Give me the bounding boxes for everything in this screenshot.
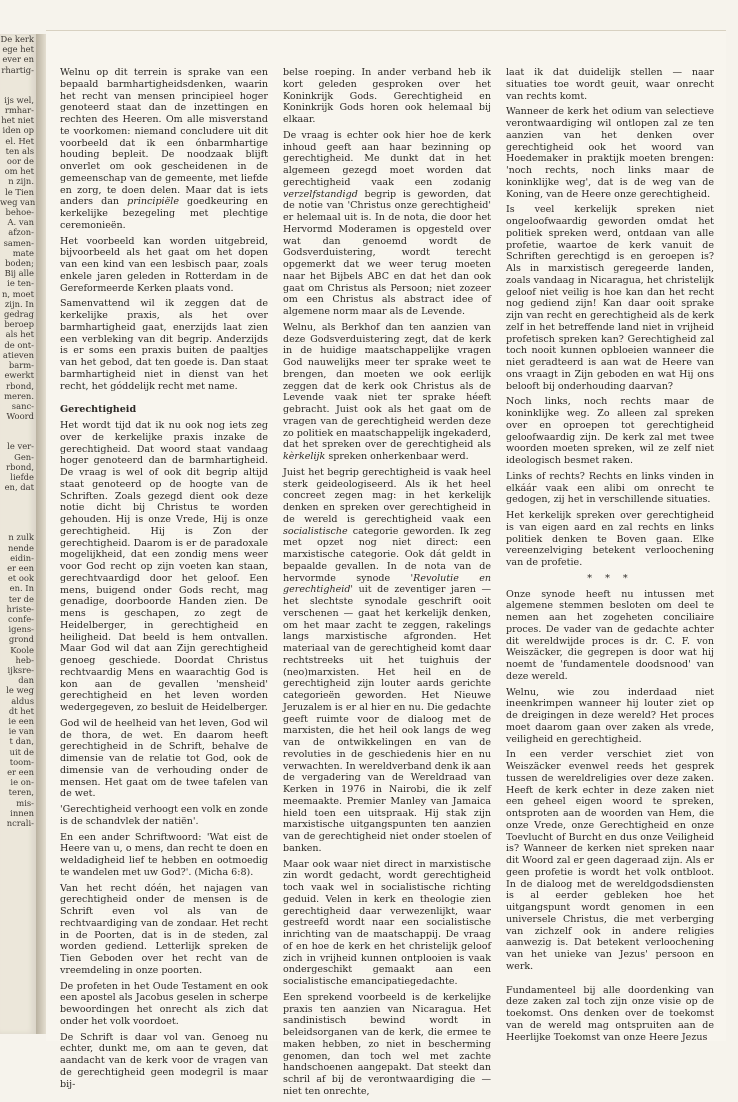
- previous-page-line: ijs wel,: [4, 94, 34, 105]
- previous-page-line: ijksre-: [7, 664, 34, 675]
- previous-page-line: [0, 512, 36, 532]
- paragraph: De Schrift is daar vol van. Genoeg nu echter, dunkt me, om aan te geven, dat aandacht van de kerk voor de vragen van de gerechtigheid geen modegril is maar bij-: [60, 1031, 268, 1090]
- paragraph: In een verder verschiet ziet von Weiszäcker evenwel reeds het gesprek tussen de wereldreligies over deze zaken. Heeft de kerk echter in deze zaken niet een geheel eigen woord te spreken, ontsproten aan de woorden van Hem, die onze Vrede, onze Gerechtigheid en onze Toevlucht of Burcht en dus onze Veiligheid is? Wanneer de kerken niet spreken naar dit Woord zal er geen dageraad zijn. Als er geen profetie is wordt het volk ontbloot. In de dialoog met de wereldgodsdiensten is al eerder gebleken hoe het uitgangspunt wordt genomen in een universele Christus, die met verberging van zichzelf ook in andere religies aanwezig is. Dat betekent verloochening van het unieke van Jezus' persoon en werk.: [506, 749, 714, 972]
- previous-page-line: liefde: [10, 471, 34, 482]
- paragraph: belse roeping. In ander verband heb ik kort geleden gesproken over het Koninkrijk Gods. Gerechtigheid en Koninkrijk Gods horen ook helemaal bij elkaar.: [283, 67, 491, 125]
- previous-page-line: barm-: [8, 360, 34, 371]
- previous-page-line: toom-: [9, 756, 34, 767]
- previous-page-line: le ver-: [7, 441, 34, 452]
- paragraph: De profeten in het Oude Testament en ook een apostel als Jacobus geselen in scherpe bewoordingen het onrecht als zich dat onder het volk voordoet.: [60, 980, 268, 1027]
- previous-page-line: gedrag: [3, 309, 34, 320]
- paragraph: Het voorbeeld kan worden uitgebreid, bijvoorbeeld als het gaat om het dopen van een kind van een lesbisch paar, zoals enkele jaren geleden in Rotterdam in de Gereformeerde Kerken plaats vond.: [60, 235, 268, 294]
- paragraph: Wanneer de kerk het odium van selectieve verontwaardiging wil ontlopen zal ze ten aanzien van het denken over gerechtigheid ook het woord van Hoedemaker in praktijk moeten brengen: 'noch rechts, noch links maar de koninklijke weg', dat is de weg van de Koning, van de Heere onze gerechtigheid.: [506, 106, 714, 200]
- previous-page-line: rhartig-: [1, 64, 34, 75]
- previous-page-line: ncrali-: [6, 818, 34, 829]
- previous-page-line: mis-: [16, 797, 34, 808]
- previous-page-line: afzon-: [8, 227, 34, 238]
- previous-page-line: uit de: [9, 746, 34, 757]
- previous-page-line: teren,: [8, 787, 34, 798]
- previous-page-line: grond: [8, 634, 34, 645]
- previous-page-line: ie een: [8, 715, 34, 726]
- previous-page-line: om het: [4, 166, 34, 177]
- previous-page-line: meren.: [4, 390, 34, 401]
- page-gutter: [36, 34, 46, 1034]
- previous-page-line: ter de: [8, 593, 34, 604]
- previous-page-line: het niet: [1, 115, 34, 126]
- section-separator: * * *: [587, 572, 633, 584]
- previous-page-line: en, dat: [4, 482, 34, 493]
- column-3: [506, 67, 714, 1047]
- paragraph: Samenvattend wil ik zeggen dat de kerkelijke praxis, als het over barmhartigheid gaat, enerzijds laat zien een verbleking van dit begrip. Anderzijds is er soms een praxis buiten de paaltjes van het gebod, dat ten goede is. Dan staat barmhartigheid niet in dienst van het recht, het góddelijk recht met name.: [60, 298, 268, 392]
- paragraph: 'Gerechtigheid verhoogt een volk en zonde is de schandvlek der natiën'.: [60, 804, 268, 827]
- previous-page-line: hriste-: [6, 603, 34, 614]
- previous-page-line: n zulk: [8, 532, 34, 543]
- previous-page-line: behoe-: [5, 207, 34, 218]
- previous-page-line: mate: [12, 247, 34, 258]
- previous-page-line: nende: [7, 542, 34, 553]
- previous-page-line: le Tien: [5, 186, 34, 197]
- previous-page-line: eidin-: [10, 552, 34, 563]
- previous-page-line: Woord: [6, 411, 34, 422]
- previous-page-line: et ook: [7, 573, 34, 584]
- previous-page-line: heb-: [15, 654, 34, 665]
- previous-page-line: rbond,: [6, 380, 34, 391]
- previous-page-line: el. Het: [5, 135, 34, 146]
- previous-page-line: De kerk: [0, 34, 34, 44]
- previous-page-line: ie ten-: [7, 278, 34, 289]
- previous-page-line: Koole: [10, 644, 34, 655]
- previous-page-line: ewerkt: [4, 370, 34, 381]
- paragraph: De vraag is echter ook hier hoe de kerk inhoud geeft aan haar bezinning op gerechtigheid. Me dunkt dat in het algemeen gezegd moet worden dat gerechtigheid vaak een zodanig verzelfstandigd begrip is geworden, dat de notie van 'Christus onze gerechtigheid' er helemaal uit is. In de nota, die door het Hervormd Moderamen is opgesteld over wat dan genoemd wordt de Godsverduistering, wordt terecht opgemerkt dat we weer terug moeten naar het Bijbels ABC en dat het dan ook gaat om Christus als Persoon; niet zozeer om een Christus als abstract idee of algemene norm maar als de Levende.: [283, 129, 491, 317]
- paragraph: Welnu op dit terrein is sprake van een bepaald barmhartigheidsdenken, waarin het recht van mensen principieel hoger genoteerd staat dan de inzettingen en rechten des Heeren. Om alle misverstand te voorkomen: niemand concludere uit dit voorbeeld dat ik een ónbarmhartige houding bepleit. De noodzaak blijft onverlet om ook gescheidenen in de gemeenschap van de gemeente, met liefde en zorg, te doen delen. Maar dat is iets anders dan principiële goedkeuring en kerkelijke bezegeling met plechtige ceremonieën.: [60, 67, 268, 231]
- previous-page-line: [0, 492, 36, 512]
- previous-page-line: dt het: [8, 705, 34, 716]
- previous-page-line: n, moet: [1, 288, 34, 299]
- previous-page-line: ten als: [5, 145, 34, 156]
- previous-page-line: aldus: [11, 695, 34, 706]
- paragraph: Is veel kerkelijk spreken niet ongeloofwaardig geworden omdat het politiek spreken werd, ontdaan van alle profetie, waartoe de kerk vanuit de Schriften gerechtigd is en geroepen is? Als in marxistisch geregeerde landen, zoals vandaag in Nicaragua, het christelijk geloof niet veilig is hoe kan dan het recht nog gediend zijn! Kan daar ooit sprake zijn van recht en gerechtigheid als de kerk zelf in het betreffende land niet in vrijheid profetisch spreken kan? Gerechtigheid zal toch nooit kunnen opbloeien wanneer die niet geradteerd is aan wat de Heere van ons vraagt in Zijn geboden en wat Hij ons belooft bij onderhouding daarvan?: [506, 204, 714, 392]
- paragraph: laat ik dat duidelijk stellen — naar situaties toe wordt geuit, waar onrecht van rechts komt.: [506, 67, 714, 102]
- previous-page-line: er een: [7, 767, 34, 777]
- paragraph: Een sprekend voorbeeld is de kerkelijke praxis ten aanzien van Nicaragua. Het sandinistisch bewind wordt in beleidsorganen van de kerk, die ermee te maken hebben, zo niet in bescherming genomen, dan toch wel met zachte handschoenen aangepakt. Dat steekt dan schril af bij de verontwaardiging die — niet ten onrechte,: [283, 991, 491, 1097]
- previous-page-line: [0, 75, 36, 95]
- paragraph: Maar ook waar niet direct in marxistische zin wordt gedacht, wordt gerechtigheid toch vaak wel in socialistische richting geduid. Velen in kerk en theologie zien gerechtigheid daar verwezenlijkt, waar gestreefd wordt naar een socialistische inrichting van de maatschappij. De vraag of en hoe de kerk en het christelijk geloof zich in vrijheid kunnen ontplooien is vaak ondergeschikt gemaakt aan een socialistische emancipatiegedachte.: [283, 858, 491, 987]
- paragraph: Links of rechts? Rechts en links vinden in elkáár vaak een alibi om onrecht te gedogen, zij het in verschillende situaties.: [506, 470, 714, 506]
- previous-page-line: [0, 421, 36, 441]
- previous-page-line: boden;: [5, 258, 34, 269]
- paragraph: Fundamenteel bij alle doordenking van deze zaken zal toch zijn onze visie op de toekomst. Ons denken over de toekomst van de wereld mag ontspruiten aan de Heerlijke Toekomst van onze Heere Jezus: [506, 984, 714, 1043]
- paragraph: Welnu, wie zou inderdaad niet ineenkrimpen wanneer hij louter ziet op de dreigingen in deze wereld? Het proces moet daarom gaan over zaken als vrede, veiligheid en gerechtigheid.: [506, 686, 714, 745]
- previous-page-line: weg van: [0, 196, 36, 207]
- paragraph: Juist het begrip gerechtigheid is vaak heel sterk geideologiseerd. Als ik het heel concreet zegen mag: in het kerkelijk denken en spreken over gerechtigheid in de wereld is gerechtigheid vaak een socialistische categorie geworden. Ik zeg met opzet nog niet direct: een marxistische categorie. Ook dát geldt in bepaalde gevallen. In de nota van de hervormde synode 'Revolutie en gerechtigheid' uit de zeventiger jaren — het slechtste synodale geschrift ooit verschenen — gaat het kerkelijk denken, om het maar zacht te zeggen, rakelings langs marxistische afgronden. Het materiaal van de gerechtigheid komt daar rechtstreeks uit het tuighuis der (neo)marxisten. Het heil en de gerechtigheid zijn louter aards gerichte categorieën geworden. Het Nieuwe Jeruzalem is er al hier en nu. Die gedachte geeft ruimte voor de dialoog met de marxisten, die het heil ook langs de weg van de ontwikkelingen en van de revoluties in de geschiedenis hier en nu verwachten. In wereldverband denk ik aan de vergadering van de Wereldraad van Kerken in 1976 in Nairobi, die ik zelf meemaakte. Premier Manley van Jamaica hield toen een uitspraak. Hij stak zijn marxistische uitgangspunten ten aanzien van de gerechtigheid niet onder stoelen of banken.: [283, 466, 491, 854]
- column-2: [283, 67, 491, 1102]
- previous-page-line: samen-: [3, 237, 34, 248]
- previous-page-line: de ont-: [4, 339, 34, 350]
- paragraph: Van het recht dóén, het najagen van gerechtigheid onder de mensen is de Schrift even vol als van de rechtvaardiging van de zondaar. Het recht in de Poorten, dat is in de steden, zal worden gediend. Letterlijk spreken de Tien Geboden over het recht van de vreemdeling in onze poorten.: [60, 882, 268, 976]
- previous-page-line: atieven: [2, 349, 34, 360]
- paragraph: Onze synode heeft nu intussen met algemene stemmen besloten om deel te nemen aan het zogeheten conciliaire proces. De vader van de gedachte achter dit wereldwijde proces is dr. C. F. von Weiszäcker, die gegrepen is door wat hij noemt de 'fundamentele doodsnood' van deze wereld.: [506, 588, 714, 682]
- previous-page-line: confe-: [7, 613, 34, 624]
- previous-page-edge: [0, 34, 37, 1034]
- previous-page-line: A. van: [7, 217, 34, 228]
- previous-page-line: oor de: [6, 156, 34, 167]
- previous-page-line: beroep: [4, 319, 34, 330]
- previous-page-line: ege het: [2, 44, 34, 55]
- previous-page-line: er een: [7, 562, 34, 573]
- paragraph: Het kerkelijk spreken over gerechtigheid is van eigen aard en zal rechts en links politiek denken te Boven gaan. Elke vereenzelviging betekent verloochening van de profetie.: [506, 510, 714, 568]
- previous-page-line: zijn. In: [4, 298, 34, 309]
- previous-page-line: Gen-: [14, 451, 34, 462]
- previous-page-line: ie on-: [10, 777, 34, 788]
- previous-page-line: igens-: [8, 624, 34, 635]
- previous-page-line: iden op: [2, 125, 34, 136]
- column-1: [60, 67, 268, 1094]
- previous-page-line: en. In: [9, 583, 34, 594]
- section-heading: Gerechtigheid: [60, 404, 137, 416]
- article-page: [46, 30, 726, 1097]
- previous-page-line: ever en: [2, 54, 34, 65]
- previous-page-line: t dan,: [9, 736, 34, 747]
- previous-page-line: rmhar-: [4, 105, 34, 116]
- previous-page-line: dan: [18, 675, 34, 686]
- previous-page-line: le weg: [6, 685, 34, 696]
- previous-page-line: als het: [5, 329, 34, 340]
- paragraph: Noch links, noch rechts maar de koninklijke weg. Zo alleen zal spreken over en oproepen tot gerechtigheid geloofwaardig zijn. De kerk zal met twee woorden moeten spreken, wil ze zelf niet ideologisch besmet raken.: [506, 396, 714, 466]
- paragraph: En een ander Schriftwoord: 'Wat eist de Heere van u, o mens, dan recht te doen en weldadigheid lief te hebben en ootmoedig te wandelen met uw God?'. (Micha 6:8).: [60, 831, 268, 878]
- previous-page-line: innen: [10, 807, 34, 818]
- previous-page-line: n zijn.: [8, 176, 34, 187]
- previous-page-line: Bij alle: [4, 268, 34, 279]
- paragraph: Welnu, als Berkhof dan ten aanzien van deze Godsverduistering zegt, dat de kerk in de huidige maatschappelijke vragen God nauwelijks meer ter sprake weet te brengen, dan moeten we ook eerlijk zeggen dat de kerk ook Christus als de Levende vaak niet ter sprake héeft gebracht. Juist ook als het gaat om de vragen van de gerechtigheid werden deze zo politiek en maatschappelijk ingekaderd, dat het spreken over de gerechtigheid als kèrkelijk spreken onherkenbaar werd.: [283, 321, 491, 462]
- previous-page-line: ie van: [8, 726, 34, 737]
- previous-page-line: rbond,: [6, 461, 34, 472]
- paragraph: Het wordt tijd dat ik nu ook nog iets zeg over de kerkelijke praxis inzake de gerechtigheid. Dat woord staat vandaag hoger genoteerd dan de barmhartigheid. De vraag is wel of ook dit begrip altijd staat genoteerd op de hoogte van de Schriften. Zoals gezegd dient ook deze notie dicht bij Christus te worden gehouden. Hij is onze Vrede, Hij is onze gerechtigheid. Hij is Zon der gerechtigheid. Daarom is er de paradoxale mogelijkheid, dat een zondig mens weer voor God recht op zijn voeten kan staan, gerechtvaardigd door het geloof. Een mens, buigend onder Gods recht, mag genadige, doorboorde Handen zien. De mens is geschapen, zo zegt de Heidelberger, in gerechtigheid en heiligheid. Dat beeld is hem ontvallen. Maar God wil dat aan Zijn gerechtigheid genoeg geschiede. Doordat Christus rechtvaardig Mens en waarachtig God is kon aan de gevallen 'mensheid' gerechtigheid en het leven worden wedergegeven, zo besluit de Heidelberger.: [60, 420, 268, 713]
- paragraph: God wil de heelheid van het leven, God wil de thora, de wet. En daarom heeft gerechtigheid in de Schrift, behalve de dimensie van de relatie tot God, ook de dimensie van de verhouding onder de mensen. Het gaat om de twee tafelen van de wet.: [60, 717, 268, 800]
- previous-page-line: sanc-: [11, 400, 34, 411]
